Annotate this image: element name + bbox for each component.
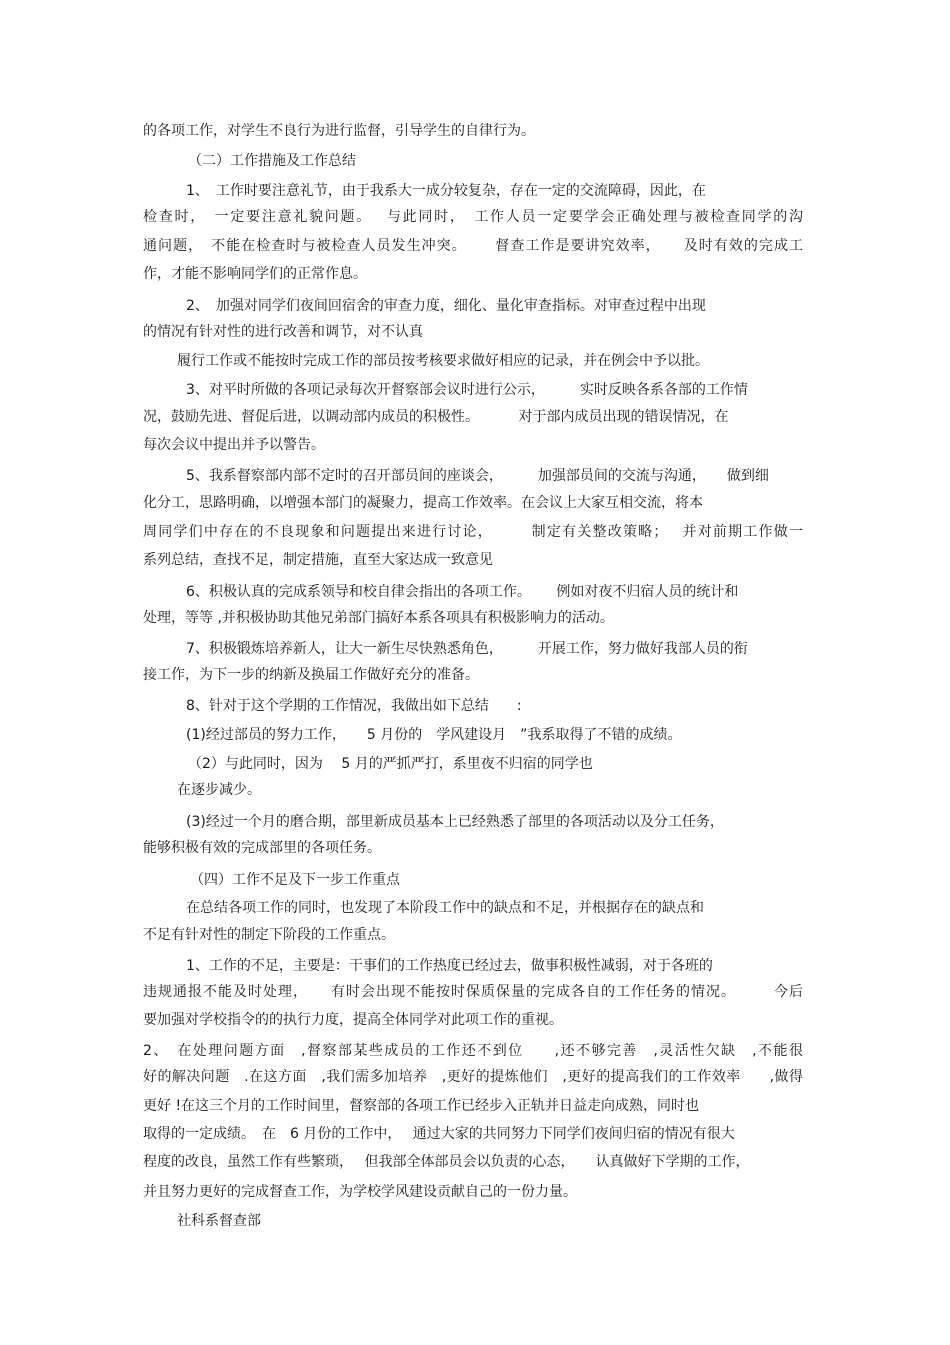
text-line: 不足有针对性的制定下阶段的工作重点。 — [143, 927, 395, 943]
text-line: 的情况有针对性的进行改善和调节，对不认真 — [143, 324, 423, 340]
text-line: 程度的改良，虽然工作有些繁琐， 但我部全体部员会以负责的心态， 认真做好下学期的工作， — [143, 1154, 750, 1170]
text-line: 履行工作或不能按时完成工作的部员按考核要求做好相应的记录，并在例会中予以批。 — [177, 353, 709, 369]
text-line: 化分工，思路明确，以增强本部门的凝聚力，提高工作效率。在会议上大家互相交流，将本 — [143, 495, 703, 511]
text-line: 作，才能不影响同学们的正常作息。 — [143, 266, 367, 282]
text-line: 更好 !在这三个月的工作时间里，督察部的各项工作已经步入正轨并日益走向成熟，同时也 — [143, 1098, 700, 1114]
text-line: 系列总结，查找不足，制定措施，直至大家达成一致意见 — [143, 552, 493, 568]
text-line: 7、积极锻炼培养新人，让大一新生尽快熟悉角色， 开展工作，努力做好我部人员的衔 — [186, 641, 748, 657]
text-line: 8、针对于这个学期的工作情况，我做出如下总结 : — [186, 698, 522, 714]
text-line: 3、对平时所做的各项记录每次开督察部会议时进行公示， 实时反映各系各部的工作情 — [186, 382, 748, 398]
section-heading: （四）工作不足及下一步工作重点 — [190, 872, 400, 888]
text-line: 2、 在处理问题方面 ,督察部某些成员的工作还不到位 ,还不够完善 ,灵活性欠缺 ,不能很 — [143, 1043, 803, 1059]
text-line: (1)经过部员的努力工作， 5 月份的 学风建设月 ”我系取得了不错的成绩。 — [186, 727, 682, 743]
text-line: 好的解决问题 .在这方面 ,我们需多加培养 ,更好的提炼他们 ,更好的提高我们的工作效率 ,做得 — [143, 1069, 803, 1085]
text-line: 通问题， 不能在检查时与被检查人员发生冲突。 督查工作是要讲究效率， 及时有效的完成工 — [143, 238, 803, 254]
text-line: (3)经过一个月的磨合期，部里新成员基本上已经熟悉了部里的各项活动以及分工任务， — [186, 814, 724, 830]
text-line: 2、 加强对同学们夜间回宿舍的审查力度，细化、量化审查指标。对审查过程中出现 — [186, 298, 706, 314]
text-line: 在总结各项工作的同时，也发现了本阶段工作中的缺点和不足，并根据存在的缺点和 — [186, 900, 704, 916]
signature-department: 社科系督查部 — [177, 1213, 261, 1229]
text-line: 接工作，为下一步的纳新及换届工作做好充分的准备。 — [143, 667, 479, 683]
text-line: 1、工作的不足，主要是：干事们的工作热度已经过去，做事积极性减弱，对于各班的 — [186, 958, 713, 974]
text-line: 每次会议中提出并予以警告。 — [143, 437, 325, 453]
text-line: （2）与此同时，因为 5 月的严抓严打，系里夜不归宿的同学也 — [188, 756, 593, 772]
text-line: 周同学们中存在的不良现象和问题提出来进行讨论， 制定有关整改策略； 并对前期工作做一 — [143, 524, 803, 540]
text-line: 5、我系督察部内部不定时的召开部员间的座谈会， 加强部员间的交流与沟通， 做到细 — [186, 468, 769, 484]
text-line: 取得的一定成绩。 在 6 月份的工作中， 通过大家的共同努力下同学们夜间归宿的情况有很大 — [143, 1126, 735, 1142]
text-line: 违规通报不能及时处理， 有时会出现不能按时保质保量的完成各自的工作任务的情况。 今后 — [143, 984, 803, 1000]
text-line: 1、 工作时要注意礼节，由于我系大一成分较复杂，存在一定的交流障碍，因此，在 — [186, 183, 706, 199]
section-heading: （二）工作措施及工作总结 — [188, 153, 356, 169]
text-line: 的各项工作，对学生不良行为进行监督，引导学生的自律行为。 — [143, 123, 535, 139]
text-line: 处理，等等 ,并积极协助其他兄弟部门搞好本系各项具有积极影响力的活动。 — [143, 610, 614, 626]
text-line: 检查时， 一定要注意礼貌问题。 与此同时， 工作人员一定要学会正确处理与被检查同学的沟 — [143, 209, 803, 225]
text-line: 况，鼓励先进、督促后进，以调动部内成员的积极性。 对于部内成员出现的错误情况，在 — [143, 409, 729, 425]
text-line: 6、积极认真的完成系领导和校自律会指出的各项工作。 例如对夜不归宿人员的统计和 — [186, 584, 739, 600]
text-line: 并且努力更好的完成督查工作，为学校学风建设贡献自己的一份力量。 — [143, 1184, 577, 1200]
text-line: 要加强对学校指令的的执行力度，提高全体同学对此项工作的重视。 — [143, 1012, 563, 1028]
text-line: 在逐步减少。 — [177, 782, 261, 798]
text-line: 能够积极有效的完成部里的各项任务。 — [143, 840, 381, 856]
